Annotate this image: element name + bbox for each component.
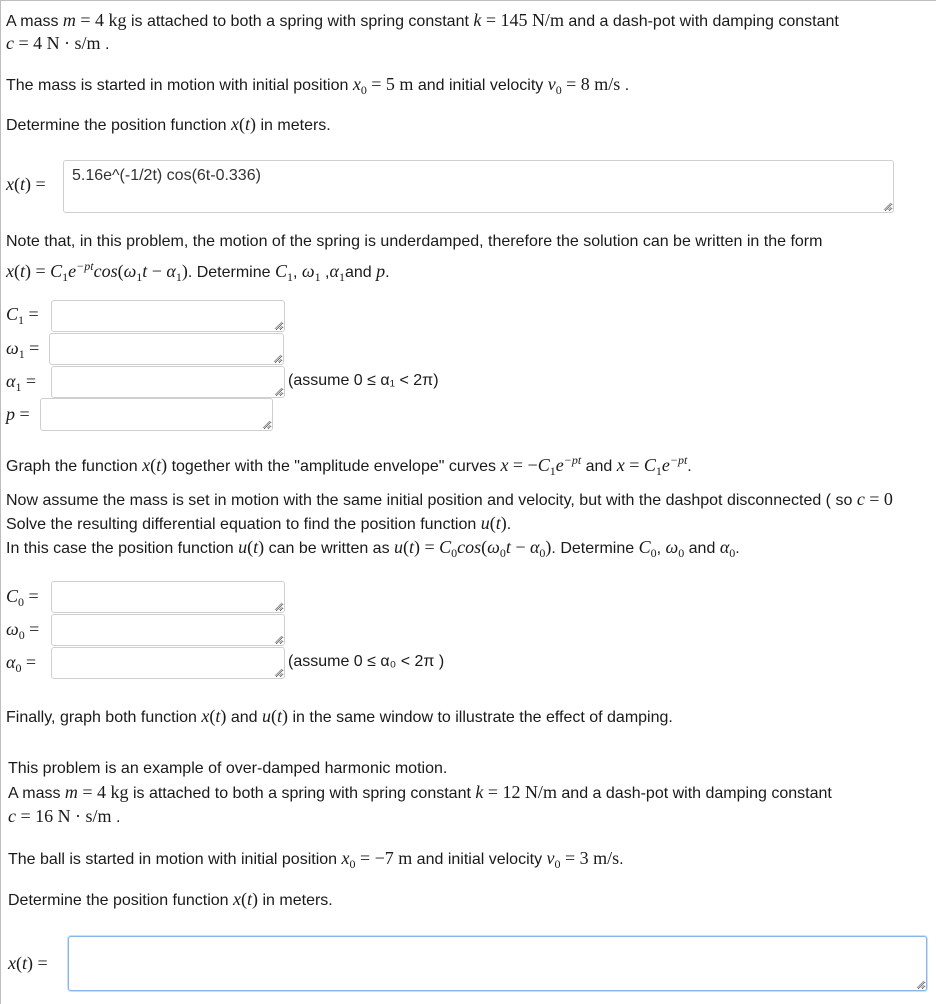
p1-line1: A mass m = 4 kg is attached to both a spring with spring constant k = 145 N/m and a dash-pot with damping constant [6,10,839,30]
p1-now1: Now assume the mass is set in motion with the same initial position and velocity, but with the dashpot disconnected ( so c = 0 [6,489,893,509]
resize-grip-icon [274,602,282,610]
resize-grip-icon [274,668,282,676]
p2-line2: c = 16 N · s/m . [8,806,121,826]
p1-x-input-value: 5.16e^(-1/2t) cos(6t-0.336) [72,167,261,184]
C0-input[interactable] [51,581,285,613]
omega0-label: $\omega_0$ = [6,619,40,642]
p-label: p = [6,404,30,424]
alpha1-label: $\alpha_1$ = [6,371,37,394]
p1-note1: Note that, in this problem, the motion of the spring is underdamped, therefore the solution can be written in the form [6,233,823,250]
resize-grip-icon [262,420,270,428]
p-input[interactable] [40,398,273,431]
alpha0-label: $\alpha_0$ = [6,652,37,675]
alpha1-input[interactable] [51,366,285,398]
alpha0-assume: (assume 0 ≤ α₀ < 2π ) [288,653,445,670]
resize-grip-icon [274,635,282,643]
p2-initial: The ball is started in motion with initial position $x_0 = -7$ m and initial velocity $v_0 = 3$ m/s. [8,848,624,871]
p1-graph: Graph the function x(t) together with the "amplitude envelope" curves $x = -C_1e^{-pt}$ and $x = C_1e^{-pt}$. [6,453,692,478]
p1-line2: c = 4 N · s/m . [6,33,110,53]
p1-note2: $x(t) = C_1e^{-pt}\cos(\omega_1t - \alpha_1)$. Determine $C_1$, $\omega_1$ $,\alpha_1and$ p. [6,259,390,284]
p2-intro: This problem is an example of over-damped harmonic motion. [8,760,448,777]
resize-grip-icon [274,321,282,329]
p2-x-input[interactable] [68,936,927,991]
resize-grip-icon [883,202,891,210]
p1-finally: Finally, graph both function x(t) and u(t) in the same window to illustrate the effect of damping. [6,706,673,726]
p1-x-input[interactable] [63,160,894,213]
alpha0-input[interactable] [51,647,285,679]
p2-x-label: x(t) = [8,953,48,973]
resize-grip-icon [274,387,282,395]
p1-x-label: x(t) = [6,174,46,194]
p1-now2: Solve the resulting differential equation to find the position function u(t). [6,513,512,533]
C0-label: $C_0$ = [6,586,39,609]
p1-now3: In this case the position function u(t) can be written as $u(t) = C_0\cos(\omega_0t - \alpha_0)$. Determine $C_0$, $\omega_0$ and $\alpha_0$. [6,537,740,560]
omega1-label: $\omega_1$ = [6,338,40,361]
p1-initial: The mass is started in motion with initial position $x_0 = 5$ m and initial velocity $v_0 = 8$ m/s . [6,74,630,97]
C1-label: $C_1$ = [6,304,39,327]
p2-line1: A mass m = 4 kg is attached to both a spring with spring constant k = 12 N/m and a dash-pot with damping constant [8,782,832,802]
alpha1-assume: (assume 0 ≤ α₁ < 2π) [288,372,439,389]
omega1-input[interactable] [49,333,284,365]
C1-input[interactable] [51,300,285,332]
omega0-input[interactable] [51,614,285,646]
p2-determine: Determine the position function x(t) in meters. [8,889,333,909]
p1-determine: Determine the position function x(t) in meters. [6,114,331,134]
resize-grip-icon [916,980,924,988]
resize-grip-icon [273,354,281,362]
